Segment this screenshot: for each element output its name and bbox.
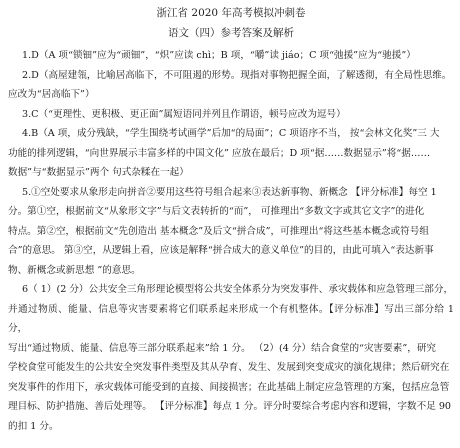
answer-line-5: 4.B（A 项，成分残缺，“学生围绕考试画学”后加“的局面”；C 项语序不当， 按“会林文化奖”三 大 xyxy=(22,128,440,139)
document-subtitle: 语文（四）参考答案及解析 xyxy=(168,27,294,39)
answer-line-16: 学校食堂可能发生的公共安全突发事件类型及其从孕育、发生、发展到突变成灾的演化规律；然后研究在 xyxy=(8,362,450,373)
answer-line-15: 写出“通过物质、能量、信息等三部分联系起来”给 1 分。 （2）(4 分）结合食堂的“灾害要素”，研究 xyxy=(8,342,437,354)
answer-line-13: 6（ 1）(2 分）公共安全三角形理论模型将公共安全体系分为突发事件、承灾载体和应急管理三部分， xyxy=(22,284,454,295)
answer-line-10: 特点。第②空，根据前文“先创造出 基本概念”及后文“拼合成”，可推理出“将这些基本概念或符号组 xyxy=(8,225,429,237)
answer-line-8: 5.①空处要求从象形走向拼音②要用这些符号组合起来③表达新事物、新概念 【评分标准】每空 1 xyxy=(22,186,437,198)
answer-line-18: 理目标、防护措施、善后处理等。 【评分标准】每点 1 分。评分时要综合考虑内容和逻辑，字数不足 90 xyxy=(8,401,452,412)
answer-line-9: 分。第①空，根据前文“从象形文字”与后文表转折的“而”， 可推理出“多数文字或其它文字”的进化 xyxy=(8,206,425,217)
document-title: 浙江省 2020 年高考模拟冲刺卷 xyxy=(156,7,306,19)
answer-line-3: 应改为“居高临下”） xyxy=(8,89,95,100)
answer-line-17: 突发事件的作用下，承灾载体可能受到的直接、间接损害；在此基础上制定应急管理的方案，包括应急管 xyxy=(8,381,450,393)
answer-line-2: 2.D（高屋建瓴，比喻居高临下，不可阻遏的形势。现指对事物把握全面，了解透彻，有全局性思维。 xyxy=(22,69,452,81)
answer-line-6: 功能的排列逻辑，“向世界展示丰富多样的中国文化” 应放在最后；D 项“据……数据显示”将“据…… xyxy=(8,147,431,159)
answer-line-14: 并通过物质、能量、信息等灾害要素将它们联系起来形成一个有机整体。【评分标准】写出三部分给 1 分， xyxy=(8,303,454,334)
answer-line-1: 1.D（A 项“锁钿”应为“顽钿”，“炽”应读 chì；B 项，“嚼”读 jiáo；C 项“弛援”应为“驰援”） xyxy=(22,50,416,61)
answer-line-11: 合”的意思。 第③空，从逻辑上看，应该是解释“拼合成大的意义单位”的目的，由此可填入“表达新事 xyxy=(8,245,434,256)
answer-line-19: 的扣 1 分。 xyxy=(8,420,59,432)
answer-line-12: 物、新概念或新思想 ”的意思。 xyxy=(8,264,141,276)
answer-line-7: 数据”与“数据显示”两个 句式杂糅在一起） xyxy=(8,167,189,178)
answer-line-4: 3.C（“更理性、更积极、更正面”属短语同并列且作谓语，顿号应改为逗号） xyxy=(22,108,346,120)
